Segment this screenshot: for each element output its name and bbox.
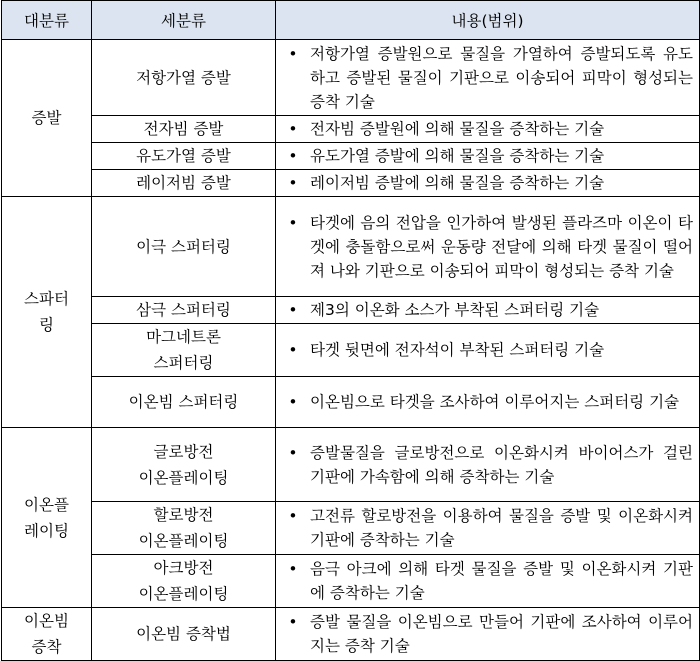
bullet-icon: • [288,147,298,165]
table-row [2,428,700,502]
bullet-icon: • [288,443,298,462]
content-text: 음극 아크에 의해 타겟 물질을 증발 및 이온화시켜 기판에 증착하는 기술 [310,560,693,602]
table-row [2,297,700,324]
major-category-sputtering: 스파터 링 [2,197,92,428]
content-text: 레이저빔 증발에 의해 물질을 증착하는 기술 [310,174,605,192]
header-content: 내용(범위) [276,1,700,40]
content-cell [276,170,700,197]
table-row [2,170,700,197]
table-row [2,197,700,297]
content-cell [276,143,700,170]
header-minor: 세분류 [92,1,276,40]
content-cell [276,197,700,297]
content-cell [276,297,700,324]
table-row [2,324,700,377]
content-cell [276,428,700,502]
bullet-icon: • [288,341,298,359]
bullet-icon: • [288,507,298,525]
bullet-icon: • [288,301,298,319]
minor-category: 글로방전 이온플레이팅 [92,428,276,502]
minor-category: 유도가열 증발 [92,143,276,170]
table-row [2,555,700,608]
major-category-ion-plating: 이온플 레이팅 [2,428,92,608]
bullet-icon: • [288,120,298,138]
major-category-evaporation: 증발 [2,40,92,197]
minor-category: 아크방전 이온플레이팅 [92,555,276,608]
minor-category: 이극 스퍼터링 [92,197,276,297]
minor-category: 전자빔 증발 [92,116,276,143]
content-cell [276,324,700,377]
minor-category: 저항가열 증발 [92,40,276,116]
table-row [2,608,700,661]
table-row [2,377,700,428]
content-cell [276,608,700,661]
minor-category: 이온빔 스퍼터링 [92,377,276,428]
table-row [2,502,700,555]
content-text: 제3의 이온화 소스가 부착된 스퍼터링 기술 [310,301,600,319]
minor-category: 이온빔 증착법 [92,608,276,661]
deposition-classification-table [1,0,700,661]
minor-category: 삼극 스퍼터링 [92,297,276,324]
minor-category: 마그네트론 스퍼터링 [92,324,276,377]
bullet-icon: • [288,44,298,63]
minor-category: 레이저빔 증발 [92,170,276,197]
content-cell [276,502,700,555]
content-cell [276,377,700,428]
content-text: 증발 물질을 이온빔으로 만들어 기판에 조사하여 이루어지는 증착 기술 [310,613,693,655]
content-text: 타겟에 음의 전압을 인가하여 발생된 플라즈마 이온이 타겟에 충돌함으로써 운동량 전달에 의해 타겟 물질이 떨어져 나와 기판으로 이송되어 피막이 형성되는 증착 기술 [310,213,693,280]
bullet-icon: • [288,613,298,631]
content-text: 증발물질을 글로방전으로 이온화시켜 바이어스가 걸린 기판에 가속함에 의해 증착하는 기술 [310,443,693,486]
bullet-icon: • [288,560,298,578]
content-text: 타겟 뒷면에 전자석이 부착된 스퍼터링 기술 [310,341,605,359]
header-row [2,1,700,40]
content-text: 유도가열 증발에 의해 물질을 증착하는 기술 [310,147,605,165]
major-category-ion-beam: 이온빔 증착 [2,608,92,661]
minor-category: 할로방전 이온플레이팅 [92,502,276,555]
content-text: 전자빔 증발원에 의해 물질을 증착하는 기술 [310,120,605,138]
content-cell [276,555,700,608]
content-cell [276,40,700,116]
content-text: 저항가열 증발원으로 물질을 가열하여 증발되도록 유도하고 증발된 물질이 기판으로 이송되어 피막이 형성되는 증착 기술 [310,44,693,111]
table-row [2,116,700,143]
table-row [2,40,700,116]
header-major: 대분류 [2,1,92,40]
bullet-icon: • [288,174,298,192]
bullet-icon: • [288,393,298,411]
content-text: 이온빔으로 타겟을 조사하여 이루어지는 스퍼터링 기술 [310,393,680,411]
table-row [2,143,700,170]
content-cell [276,116,700,143]
content-text: 고전류 할로방전을 이용하여 물질을 증발 및 이온화시켜 기판에 증착하는 기술 [310,507,693,549]
bullet-icon: • [288,213,298,232]
